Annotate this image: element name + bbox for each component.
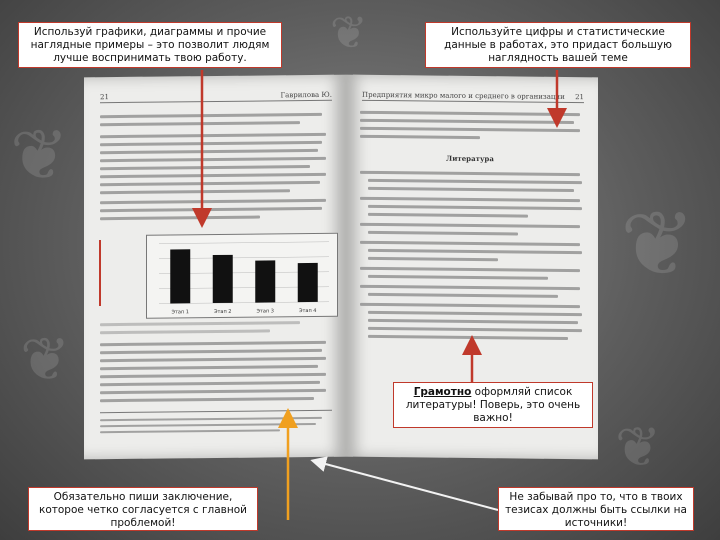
note-format-literature-text: оформляй список литературы! Поверь, это очень важно! bbox=[405, 386, 581, 424]
left-page-number: 21 bbox=[100, 93, 109, 102]
chart-bar bbox=[255, 260, 275, 302]
left-page-author: Гаврилова Ю. bbox=[280, 90, 332, 100]
chart-category-label: Этап 3 bbox=[256, 308, 275, 315]
chart-gridline bbox=[159, 242, 329, 244]
arrow-to-references bbox=[318, 462, 498, 510]
right-page-header bbox=[362, 91, 584, 103]
note-write-conclusion-text: Обязательно пиши заключение, которое четко согласуется с главной проблемой! bbox=[38, 491, 247, 529]
chart-category-label: Этап 4 bbox=[298, 307, 317, 315]
butterfly-decoration: ❦ bbox=[330, 6, 368, 59]
note-format-literature-emphasis: Грамотно bbox=[413, 386, 472, 398]
chart-category-label: Этап 1 bbox=[171, 309, 190, 316]
literature-heading: Литература bbox=[446, 153, 494, 164]
right-page-number: 21 bbox=[575, 93, 584, 102]
butterfly-decoration: ❦ bbox=[20, 325, 71, 395]
note-use-statistics-text: Используйте цифры и статистические данные в работах, это придаст большую наглядность вашей теме bbox=[444, 26, 672, 64]
butterfly-decoration: ❦ bbox=[10, 114, 69, 196]
note-use-charts-text: Используй графики, диаграммы и прочие наглядные примеры – это позволит людям лучше воспринимать твою работу. bbox=[30, 26, 270, 64]
note-use-statistics bbox=[425, 22, 691, 68]
chart-category-label: Этап 2 bbox=[213, 308, 232, 316]
chart-bar bbox=[170, 249, 190, 303]
butterfly-decoration: ❦ bbox=[615, 415, 662, 479]
right-page-title: Предприятия микро малого и среднего в организации bbox=[362, 90, 565, 101]
book-bar-chart bbox=[146, 233, 338, 319]
note-cite-sources-text: Не забывай про то, что в твоих тезисах должны быть ссылки на источники! bbox=[505, 491, 687, 529]
chart-bar bbox=[213, 255, 233, 303]
note-use-charts bbox=[18, 22, 282, 68]
note-format-literature bbox=[393, 382, 593, 428]
note-write-conclusion bbox=[28, 487, 258, 531]
chart-bar bbox=[298, 263, 318, 302]
note-cite-sources bbox=[498, 487, 694, 531]
left-page-header bbox=[100, 91, 332, 103]
book-left-page bbox=[84, 75, 346, 460]
chart-svg bbox=[147, 234, 337, 318]
butterfly-decoration: ❦ bbox=[620, 192, 696, 297]
